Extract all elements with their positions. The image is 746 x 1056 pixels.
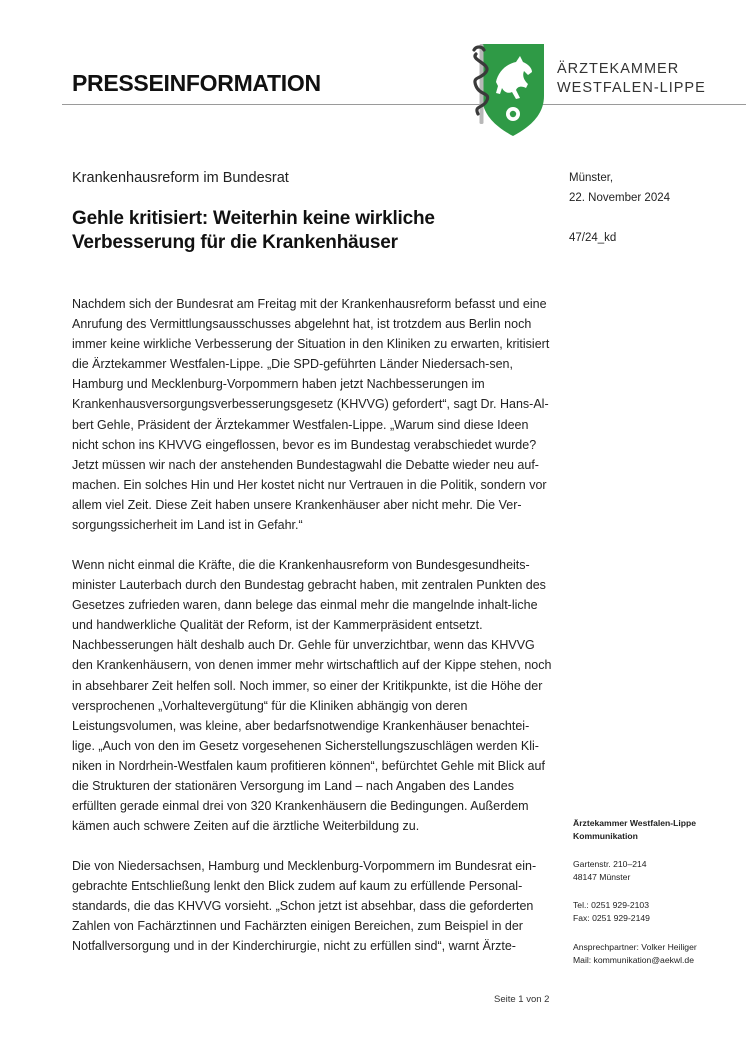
headline-line2: Verbesserung für die Krankenhäuser bbox=[72, 232, 398, 253]
contact-person: Ansprechpartner: Volker Heiliger bbox=[573, 942, 697, 952]
page-title: PRESSEINFORMATION bbox=[72, 70, 321, 96]
organization-name bbox=[557, 60, 706, 98]
aerztekammer-shield-logo bbox=[470, 42, 546, 138]
body-paragraph: Nachdem sich der Bundesrat am Freitag mit der Krankenhausreform befasst und eine Anrufung des Vermittlungsausschusses abgelehnt hat, ist trotzdem aus Berlin noch immer keine wirkliche Verbesserung der Situation in den Kliniken zu erwarten, kritisiert die Ärztekammer Westfalen-Lippe. „Die SPD-geführten Länder Niedersach-sen, Hamburg und Mecklenburg-Vorpommern haben jetzt Nachbesserungen im Krankenhausversorgungsverbesserungsgesetz (KHVVG) gefordert“, sagt Dr. Hans-Al-bert Gehle, Präsident der Ärztekammer Westfalen-Lippe. „Warum sind diese Ideen nicht schon ins KHVVG eingeflossen, bevor es im Bundestag verabschiedet wurde? Jetzt müssen wir nach der anstehenden Bundestagwahl die Debatte wieder neu auf-machen. Ein solches Hin und Her kostet nicht nur Vertrauen in die Politik, sondern vor allem viel Zeit. Diese Zeit haben unsere Krankenhäuser aber nicht mehr. Die Ver-sorgungssicherheit im Land ist in Gefahr.“ bbox=[72, 297, 550, 533]
contact-city: 48147 Münster bbox=[573, 872, 631, 882]
organization-name-line1: ÄRZTEKAMMER bbox=[557, 61, 680, 77]
header-divider bbox=[62, 104, 746, 105]
contact-organization: Ärztekammer Westfalen-Lippe bbox=[573, 818, 697, 828]
body-paragraph: Wenn nicht einmal die Kräfte, die die Krankenhausreform von Bundesgesundheits-minister Lauterbach durch den Bundestag gebracht haben, mit zentralen Punkten des Gesetzes zufrieden waren, dann belege das einmal mehr die mangelnde inhalt-liche und handwerkliche Qualität der Reform, ist der Kammerpräsident entsetzt. Nachbesserungen hält deshalb auch Dr. Gehle für unverzichtbar, wenn das KHVVG den Krankenhäusern, von denen immer mehr wirtschaftlich auf der Kippe stehen, noch in absehbarer Zeit helfen soll. Noch immer, so einer der Kritikpunkte, ist die Höhe der versprochenen „Vorhaltevergütung“ für die Kliniken abhängig von deren Leistungsvolumen, was kleine, aber bedarfsnotwendige Krankenhäuser benachtei-lige. „Auch von den im Gesetz vorgesehenen Sicherstellungszuschlägen werden Kli-niken in Nordrhein-Westfalen kaum profitieren können“, befürchtet Gehle mit Blick auf die Strukturen der stationären Versorgung im Land – nach Angaben des Landes erfüllten gerade einmal drei von 320 Krankenhäusern die Bedingungen. Außerdem kämen auch schwere Zeiten auf die ärztliche Weiterbildung zu. bbox=[72, 558, 552, 834]
headline-line1: Gehle kritisiert: Weiterhin keine wirkliche bbox=[72, 208, 435, 229]
contact-fax: Fax: 0251 929-2149 bbox=[573, 913, 650, 923]
page-number: Seite 1 von 2 bbox=[494, 994, 550, 1005]
article-headline bbox=[72, 207, 512, 255]
meta-date: 22. November 2024 bbox=[569, 192, 671, 204]
meta-place: Münster, bbox=[569, 172, 614, 184]
meta-reference: 47/24_kd bbox=[569, 232, 617, 244]
contact-department: Kommunikation bbox=[573, 831, 638, 841]
body-paragraph: Die von Niedersachsen, Hamburg und Mecklenburg-Vorpommern im Bundesrat ein-gebrachte Entschließung lenkt den Blick zudem auf kaum zu erfüllende Personal-standards, die das KHVVG vorsieht. „Schon jetzt ist absehbar, dass die geforderten Zahlen von Fachärztinnen und Fachärzten einigen Bereichen, zum Beispiel in der Notfallversorgung und in der Kinderchirurgie, nicht zu erfüllen sind“, warnt Ärzte- bbox=[72, 859, 537, 954]
contact-email: Mail: kommunikation@aekwl.de bbox=[573, 955, 694, 965]
staff-icon bbox=[480, 44, 484, 124]
contact-street: Gartenstr. 210–214 bbox=[573, 859, 647, 869]
organization-name-line2: WESTFALEN-LIPPE bbox=[557, 80, 706, 96]
contact-phone: Tel.: 0251 929-2103 bbox=[573, 900, 649, 910]
article-kicker: Krankenhausreform im Bundesrat bbox=[72, 170, 289, 186]
